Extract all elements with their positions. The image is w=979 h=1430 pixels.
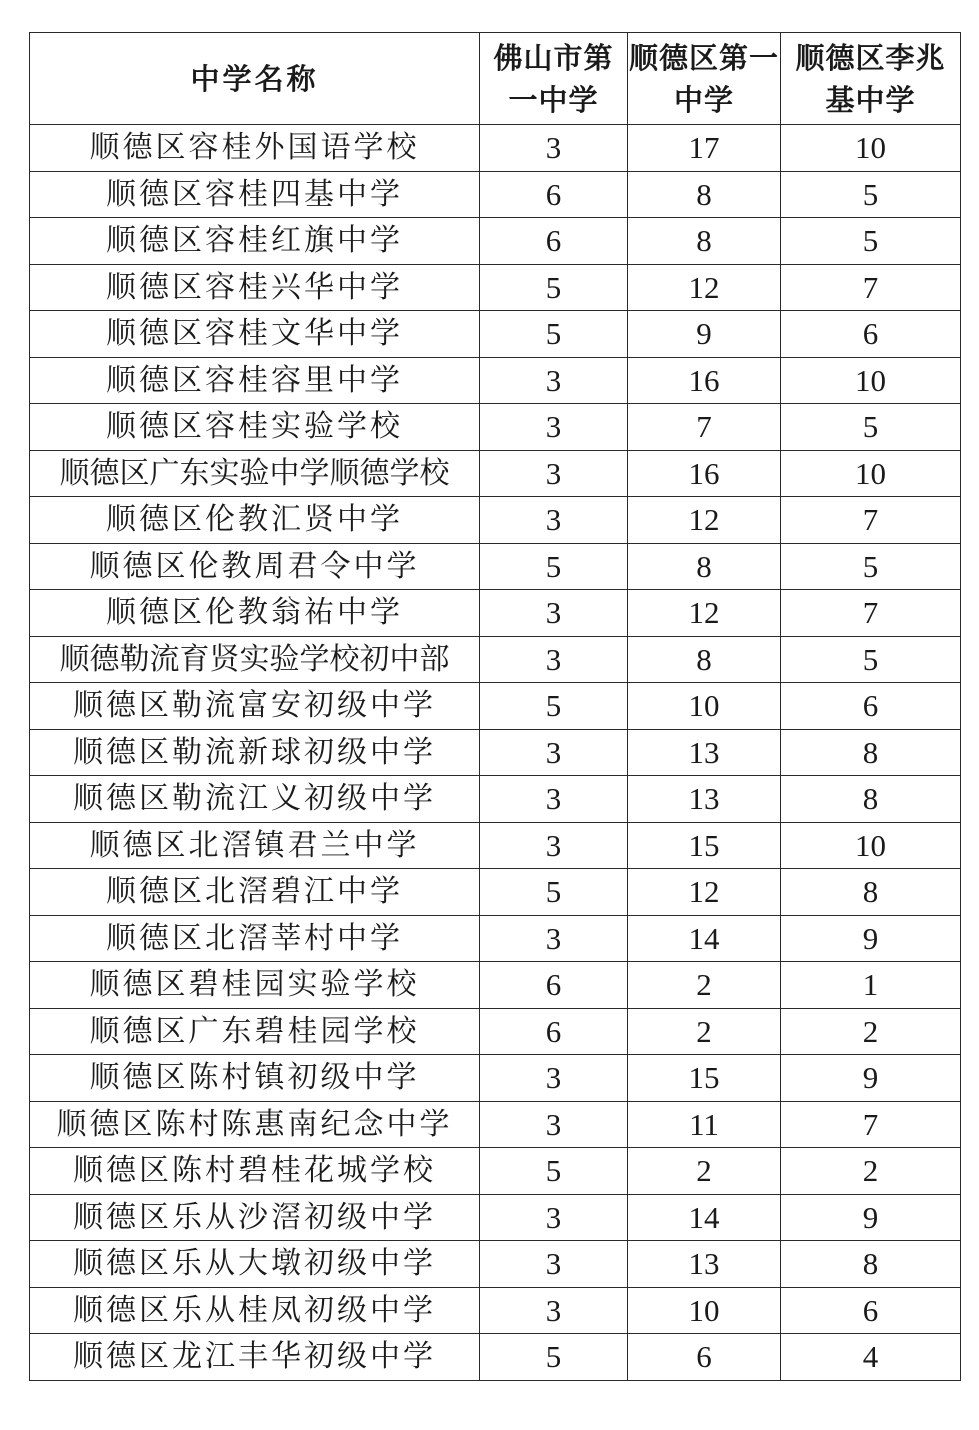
cell-school-name: 顺德区乐从桂凤初级中学 bbox=[30, 1287, 480, 1334]
cell-lishaoji-quota: 10 bbox=[781, 357, 961, 404]
cell-foshan-no1-quota: 3 bbox=[480, 822, 628, 869]
cell-foshan-no1-quota: 3 bbox=[480, 915, 628, 962]
cell-shunde-no1-quota: 2 bbox=[628, 1008, 781, 1055]
table-row bbox=[30, 869, 961, 916]
cell-shunde-no1-quota: 8 bbox=[628, 636, 781, 683]
cell-school-name: 顺德区北滘镇君兰中学 bbox=[30, 822, 480, 869]
cell-foshan-no1-quota: 3 bbox=[480, 125, 628, 172]
school-quota-table bbox=[29, 32, 961, 1381]
cell-lishaoji-quota: 8 bbox=[781, 776, 961, 823]
cell-foshan-no1-quota: 5 bbox=[480, 1334, 628, 1381]
table-row bbox=[30, 450, 961, 497]
cell-foshan-no1-quota: 5 bbox=[480, 543, 628, 590]
cell-shunde-no1-quota: 14 bbox=[628, 1194, 781, 1241]
cell-school-name: 顺德区陈村镇初级中学 bbox=[30, 1055, 480, 1102]
table-row bbox=[30, 1334, 961, 1381]
header-foshan-no1-label: 佛山市第一中学 bbox=[493, 40, 614, 117]
header-shunde-no1 bbox=[628, 33, 781, 125]
cell-lishaoji-quota: 6 bbox=[781, 683, 961, 730]
cell-lishaoji-quota: 5 bbox=[781, 543, 961, 590]
table-row bbox=[30, 1101, 961, 1148]
cell-school-name: 顺德区伦教汇贤中学 bbox=[30, 497, 480, 544]
cell-foshan-no1-quota: 6 bbox=[480, 1008, 628, 1055]
cell-lishaoji-quota: 7 bbox=[781, 590, 961, 637]
header-lishaoji bbox=[781, 33, 961, 125]
cell-shunde-no1-quota: 12 bbox=[628, 264, 781, 311]
table-row bbox=[30, 1148, 961, 1195]
cell-lishaoji-quota: 4 bbox=[781, 1334, 961, 1381]
cell-shunde-no1-quota: 2 bbox=[628, 1148, 781, 1195]
cell-lishaoji-quota: 5 bbox=[781, 171, 961, 218]
cell-lishaoji-quota: 2 bbox=[781, 1008, 961, 1055]
table-row bbox=[30, 590, 961, 637]
cell-foshan-no1-quota: 3 bbox=[480, 1241, 628, 1288]
cell-shunde-no1-quota: 15 bbox=[628, 1055, 781, 1102]
cell-school-name: 顺德区容桂实验学校 bbox=[30, 404, 480, 451]
allocation-table-container bbox=[29, 32, 960, 1381]
cell-shunde-no1-quota: 2 bbox=[628, 962, 781, 1009]
table-row bbox=[30, 915, 961, 962]
cell-lishaoji-quota: 5 bbox=[781, 404, 961, 451]
cell-lishaoji-quota: 7 bbox=[781, 264, 961, 311]
cell-foshan-no1-quota: 6 bbox=[480, 171, 628, 218]
cell-school-name: 顺德区碧桂园实验学校 bbox=[30, 962, 480, 1009]
cell-lishaoji-quota: 6 bbox=[781, 1287, 961, 1334]
cell-lishaoji-quota: 8 bbox=[781, 1241, 961, 1288]
cell-foshan-no1-quota: 3 bbox=[480, 357, 628, 404]
cell-foshan-no1-quota: 3 bbox=[480, 776, 628, 823]
table-row bbox=[30, 1055, 961, 1102]
cell-lishaoji-quota: 8 bbox=[781, 869, 961, 916]
table-row bbox=[30, 543, 961, 590]
cell-school-name: 顺德区容桂外国语学校 bbox=[30, 125, 480, 172]
cell-lishaoji-quota: 5 bbox=[781, 218, 961, 265]
cell-foshan-no1-quota: 5 bbox=[480, 264, 628, 311]
cell-school-name: 顺德区容桂兴华中学 bbox=[30, 264, 480, 311]
cell-foshan-no1-quota: 5 bbox=[480, 869, 628, 916]
cell-shunde-no1-quota: 8 bbox=[628, 218, 781, 265]
table-row bbox=[30, 1241, 961, 1288]
cell-shunde-no1-quota: 12 bbox=[628, 590, 781, 637]
cell-shunde-no1-quota: 6 bbox=[628, 1334, 781, 1381]
table-row bbox=[30, 822, 961, 869]
cell-lishaoji-quota: 9 bbox=[781, 1055, 961, 1102]
cell-lishaoji-quota: 5 bbox=[781, 636, 961, 683]
table-body bbox=[30, 125, 961, 1381]
cell-school-name: 顺德区陈村碧桂花城学校 bbox=[30, 1148, 480, 1195]
cell-shunde-no1-quota: 12 bbox=[628, 869, 781, 916]
cell-shunde-no1-quota: 8 bbox=[628, 171, 781, 218]
cell-lishaoji-quota: 2 bbox=[781, 1148, 961, 1195]
cell-shunde-no1-quota: 13 bbox=[628, 776, 781, 823]
cell-school-name: 顺德区容桂文华中学 bbox=[30, 311, 480, 358]
cell-school-name: 顺德勒流育贤实验学校初中部 bbox=[30, 636, 480, 683]
table-row bbox=[30, 171, 961, 218]
table-row bbox=[30, 404, 961, 451]
cell-foshan-no1-quota: 5 bbox=[480, 683, 628, 730]
cell-foshan-no1-quota: 6 bbox=[480, 962, 628, 1009]
cell-school-name: 顺德区乐从沙滘初级中学 bbox=[30, 1194, 480, 1241]
table-row bbox=[30, 729, 961, 776]
cell-school-name: 顺德区勒流富安初级中学 bbox=[30, 683, 480, 730]
table-row bbox=[30, 125, 961, 172]
cell-shunde-no1-quota: 7 bbox=[628, 404, 781, 451]
table-row bbox=[30, 357, 961, 404]
cell-foshan-no1-quota: 3 bbox=[480, 636, 628, 683]
table-row bbox=[30, 636, 961, 683]
cell-school-name: 顺德区容桂四基中学 bbox=[30, 171, 480, 218]
cell-school-name: 顺德区北滘碧江中学 bbox=[30, 869, 480, 916]
table-row bbox=[30, 1194, 961, 1241]
table-header-row bbox=[30, 33, 961, 125]
cell-lishaoji-quota: 9 bbox=[781, 915, 961, 962]
cell-lishaoji-quota: 7 bbox=[781, 1101, 961, 1148]
cell-school-name: 顺德区乐从大墩初级中学 bbox=[30, 1241, 480, 1288]
cell-foshan-no1-quota: 3 bbox=[480, 1101, 628, 1148]
cell-lishaoji-quota: 1 bbox=[781, 962, 961, 1009]
cell-school-name: 顺德区龙江丰华初级中学 bbox=[30, 1334, 480, 1381]
cell-shunde-no1-quota: 15 bbox=[628, 822, 781, 869]
cell-foshan-no1-quota: 3 bbox=[480, 590, 628, 637]
header-school-name: 中学名称 bbox=[30, 33, 480, 125]
cell-shunde-no1-quota: 16 bbox=[628, 357, 781, 404]
cell-lishaoji-quota: 8 bbox=[781, 729, 961, 776]
table-row bbox=[30, 311, 961, 358]
cell-shunde-no1-quota: 16 bbox=[628, 450, 781, 497]
table-row bbox=[30, 962, 961, 1009]
cell-foshan-no1-quota: 3 bbox=[480, 497, 628, 544]
cell-foshan-no1-quota: 3 bbox=[480, 450, 628, 497]
cell-shunde-no1-quota: 10 bbox=[628, 1287, 781, 1334]
table-row bbox=[30, 264, 961, 311]
cell-foshan-no1-quota: 3 bbox=[480, 1055, 628, 1102]
table-row bbox=[30, 1287, 961, 1334]
cell-shunde-no1-quota: 8 bbox=[628, 543, 781, 590]
cell-shunde-no1-quota: 13 bbox=[628, 729, 781, 776]
cell-lishaoji-quota: 10 bbox=[781, 822, 961, 869]
cell-school-name: 顺德区容桂红旗中学 bbox=[30, 218, 480, 265]
cell-shunde-no1-quota: 13 bbox=[628, 1241, 781, 1288]
cell-lishaoji-quota: 9 bbox=[781, 1194, 961, 1241]
cell-foshan-no1-quota: 3 bbox=[480, 404, 628, 451]
header-lishaoji-label: 顺德区李兆基中学 bbox=[795, 40, 946, 117]
cell-school-name: 顺德区伦教翁祐中学 bbox=[30, 590, 480, 637]
cell-shunde-no1-quota: 11 bbox=[628, 1101, 781, 1148]
cell-shunde-no1-quota: 17 bbox=[628, 125, 781, 172]
table-row bbox=[30, 776, 961, 823]
cell-foshan-no1-quota: 5 bbox=[480, 311, 628, 358]
table-row bbox=[30, 218, 961, 265]
cell-foshan-no1-quota: 3 bbox=[480, 729, 628, 776]
cell-school-name: 顺德区勒流新球初级中学 bbox=[30, 729, 480, 776]
cell-foshan-no1-quota: 5 bbox=[480, 1148, 628, 1195]
cell-school-name: 顺德区广东实验中学顺德学校 bbox=[30, 450, 480, 497]
cell-school-name: 顺德区勒流江义初级中学 bbox=[30, 776, 480, 823]
cell-shunde-no1-quota: 10 bbox=[628, 683, 781, 730]
cell-foshan-no1-quota: 6 bbox=[480, 218, 628, 265]
table-row bbox=[30, 497, 961, 544]
table-row bbox=[30, 683, 961, 730]
cell-school-name: 顺德区容桂容里中学 bbox=[30, 357, 480, 404]
cell-shunde-no1-quota: 14 bbox=[628, 915, 781, 962]
cell-lishaoji-quota: 10 bbox=[781, 125, 961, 172]
cell-school-name: 顺德区广东碧桂园学校 bbox=[30, 1008, 480, 1055]
cell-foshan-no1-quota: 3 bbox=[480, 1287, 628, 1334]
header-shunde-no1-label: 顺德区第一中学 bbox=[628, 40, 779, 117]
table-row bbox=[30, 1008, 961, 1055]
header-foshan-no1 bbox=[480, 33, 628, 125]
cell-school-name: 顺德区陈村陈惠南纪念中学 bbox=[30, 1101, 480, 1148]
cell-school-name: 顺德区伦教周君令中学 bbox=[30, 543, 480, 590]
cell-lishaoji-quota: 6 bbox=[781, 311, 961, 358]
cell-school-name: 顺德区北滘莘村中学 bbox=[30, 915, 480, 962]
cell-lishaoji-quota: 7 bbox=[781, 497, 961, 544]
cell-shunde-no1-quota: 9 bbox=[628, 311, 781, 358]
cell-foshan-no1-quota: 3 bbox=[480, 1194, 628, 1241]
cell-lishaoji-quota: 10 bbox=[781, 450, 961, 497]
cell-shunde-no1-quota: 12 bbox=[628, 497, 781, 544]
